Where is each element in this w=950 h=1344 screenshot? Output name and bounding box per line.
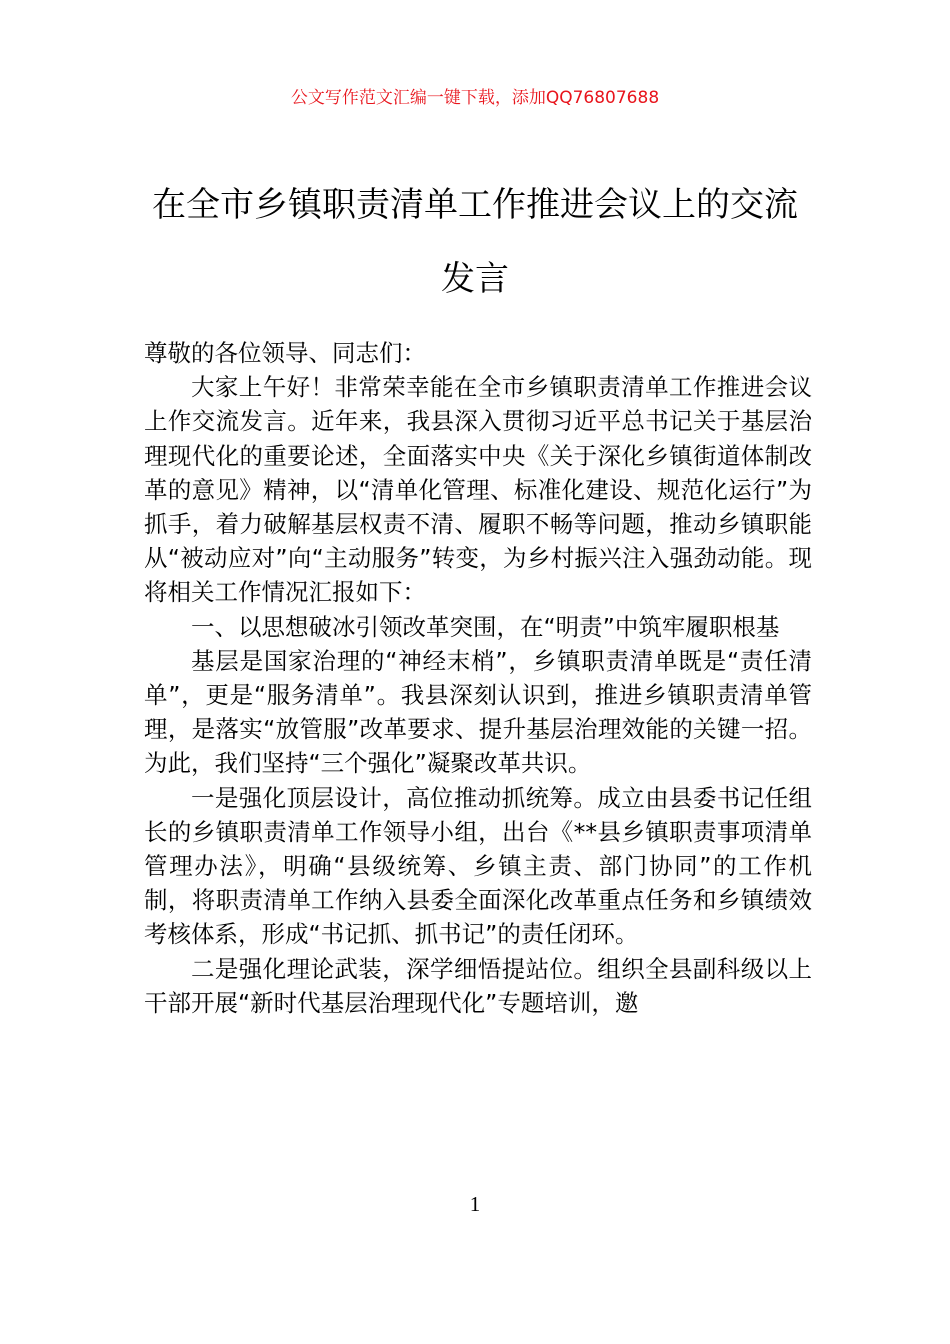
document-title: 在全市乡镇职责清单工作推进会议上的交流发言 <box>152 185 798 299</box>
page-number: 1 <box>469 1192 481 1216</box>
section-heading-1: 一、以思想破冰引领改革突围，在“明责”中筑牢履职根基 <box>191 612 780 641</box>
paragraph-point-2: 二是强化理论武装，深学细悟提站位。组织全县副科级以上干部开展“新时代基层治理现代化”专题培训，邀 <box>144 954 812 1017</box>
document-body <box>144 336 812 1020</box>
download-promo-note: 公文写作范文汇编一键下载，添加QQ76807688 <box>290 88 660 108</box>
paragraph-point-1: 一是强化顶层设计，高位推动抓统筹。成立由县委书记任组长的乡镇职责清单工作领导小组，出台《**县乡镇职责事项清单管理办法》，明确“县级统筹、乡镇主责、部门协同”的工作机制，将职责清单工作纳入县委全面深化改革重点任务和乡镇绩效考核体系，形成“书记抓、抓书记”的责任闭环。 <box>144 783 812 949</box>
paragraph-section-1-intro: 基层是国家治理的“神经末梢”，乡镇职责清单既是“责任清单”，更是“服务清单”。我县深刻认识到，推进乡镇职责清单管理，是落实“放管服”改革要求、提升基层治理效能的关键一招。为此，我们坚持“三个强化”凝聚改革共识。 <box>144 646 812 778</box>
salutation: 尊敬的各位领导、同志们： <box>144 339 426 367</box>
paragraph-opening: 大家上午好！非常荣幸能在全市乡镇职责清单工作推进会议上作交流发言。近年来，我县深入贯彻习近平总书记关于基层治理现代化的重要论述，全面落实中央《关于深化乡镇街道体制改革的意见》精神，以“清单化管理、标准化建设、规范化运行”为抓手，着力破解基层权责不清、履职不畅等问题，推动乡镇职能从“被动应对”向“主动服务”转变，为乡村振兴注入强劲动能。现将相关工作情况汇报如下： <box>144 373 812 607</box>
